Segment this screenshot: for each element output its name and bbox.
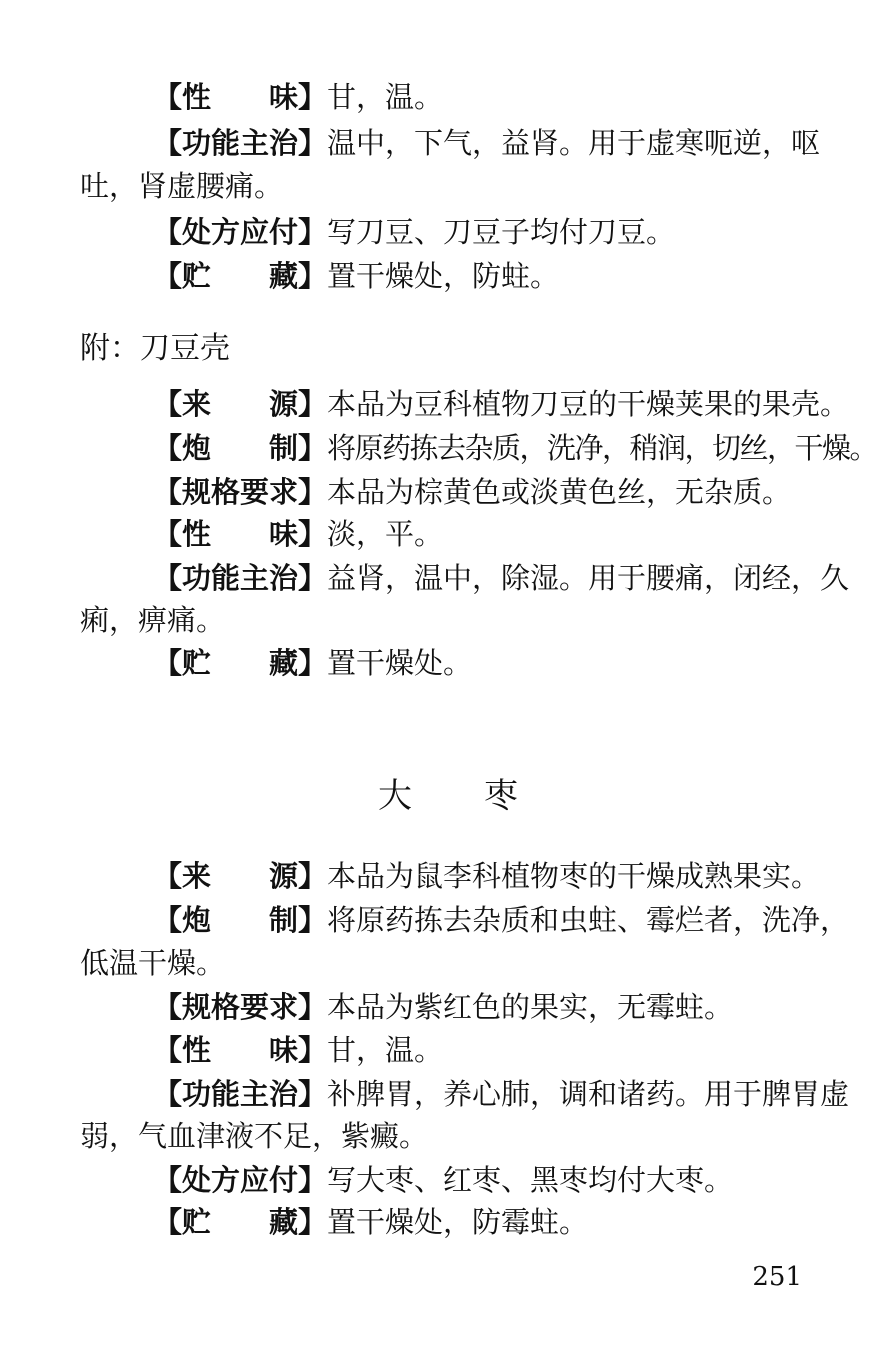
field-text: 本品为紫红色的果实，无霉蛀。 [327, 990, 734, 1024]
entry-line [153, 75, 443, 119]
field-text: 置干燥处。 [327, 646, 473, 680]
field-text: 吐，肾虚腰痛。 [80, 169, 284, 203]
field-label: 【功能主治】 [153, 561, 328, 595]
entry-line [153, 1158, 733, 1202]
entry-line [153, 254, 559, 298]
field-text: 写大枣、红枣、黑枣均付大枣。 [327, 1163, 734, 1197]
entry-line [153, 1200, 588, 1244]
field-label: 【来 源】 [153, 859, 328, 893]
field-label: 【性 味】 [153, 80, 328, 114]
field-label: 【规格要求】 [153, 990, 328, 1024]
field-text: 将原药拣去杂质，洗净，稍润，切丝，干燥。 [327, 431, 878, 465]
field-text: 写刀豆、刀豆子均付刀豆。 [327, 215, 676, 249]
field-text: 温中，下气，益肾。用于虚寒呃逆，呕 [327, 126, 821, 160]
field-text: 置干燥处，防霉蛀。 [327, 1205, 589, 1239]
entry-line [153, 210, 675, 254]
entry-line [153, 556, 849, 600]
field-label: 【贮 藏】 [153, 646, 328, 680]
field-text: 本品为鼠李科植物枣的干燥成熟果实。 [327, 859, 821, 893]
field-label: 【贮 藏】 [153, 1205, 328, 1239]
field-text: 甘，温。 [327, 1033, 444, 1067]
field-label: 【来 源】 [153, 387, 328, 421]
field-text: 补脾胃，养心肺，调和诸药。用于脾胃虚 [327, 1077, 850, 1111]
field-label: 【性 味】 [153, 517, 328, 551]
field-text: 淡，平。 [327, 517, 444, 551]
entry-line-continuation [80, 1114, 428, 1158]
entry-line [153, 854, 820, 898]
field-label: 【处方应付】 [153, 1163, 328, 1197]
entry-line [153, 1028, 443, 1072]
field-label: 【处方应付】 [153, 215, 328, 249]
entry-line-continuation [80, 598, 225, 642]
entry-line [153, 470, 791, 514]
entry-line [153, 641, 472, 685]
field-label: 【性 味】 [153, 1033, 328, 1067]
entry-line [153, 898, 849, 942]
field-text: 低温干燥。 [80, 946, 226, 980]
field-label: 【炮 制】 [153, 431, 328, 465]
field-label: 【功能主治】 [153, 126, 328, 160]
field-text: 本品为棕黄色或淡黄色丝，无杂质。 [327, 475, 792, 509]
field-text: 甘，温。 [327, 80, 444, 114]
field-text: 本品为豆科植物刀豆的干燥荚果的果壳。 [327, 387, 850, 421]
field-label: 【规格要求】 [153, 475, 328, 509]
field-text: 弱，气血津液不足，紫癜。 [80, 1119, 429, 1153]
field-text: 痢，痹痛。 [80, 603, 226, 637]
field-label: 【贮 藏】 [153, 259, 328, 293]
entry-line [153, 985, 733, 1029]
page-number: 251 [752, 1262, 802, 1292]
entry-line-continuation [80, 164, 283, 208]
entry-line [153, 512, 443, 556]
field-label: 【炮 制】 [153, 903, 328, 937]
entry-line [153, 382, 849, 426]
field-text: 置干燥处，防蛀。 [327, 259, 560, 293]
field-text: 益肾，温中，除湿。用于腰痛，闭经，久 [327, 561, 850, 595]
entry-title: 大枣 [378, 776, 590, 816]
entry-line [153, 426, 877, 470]
field-label: 【功能主治】 [153, 1077, 328, 1111]
appendix-heading: 附：刀豆壳 [80, 331, 230, 366]
entry-line [153, 1072, 849, 1116]
entry-line-continuation [80, 941, 225, 985]
entry-line [153, 121, 820, 165]
field-text: 将原药拣去杂质和虫蛀、霉烂者，洗净， [327, 903, 850, 937]
